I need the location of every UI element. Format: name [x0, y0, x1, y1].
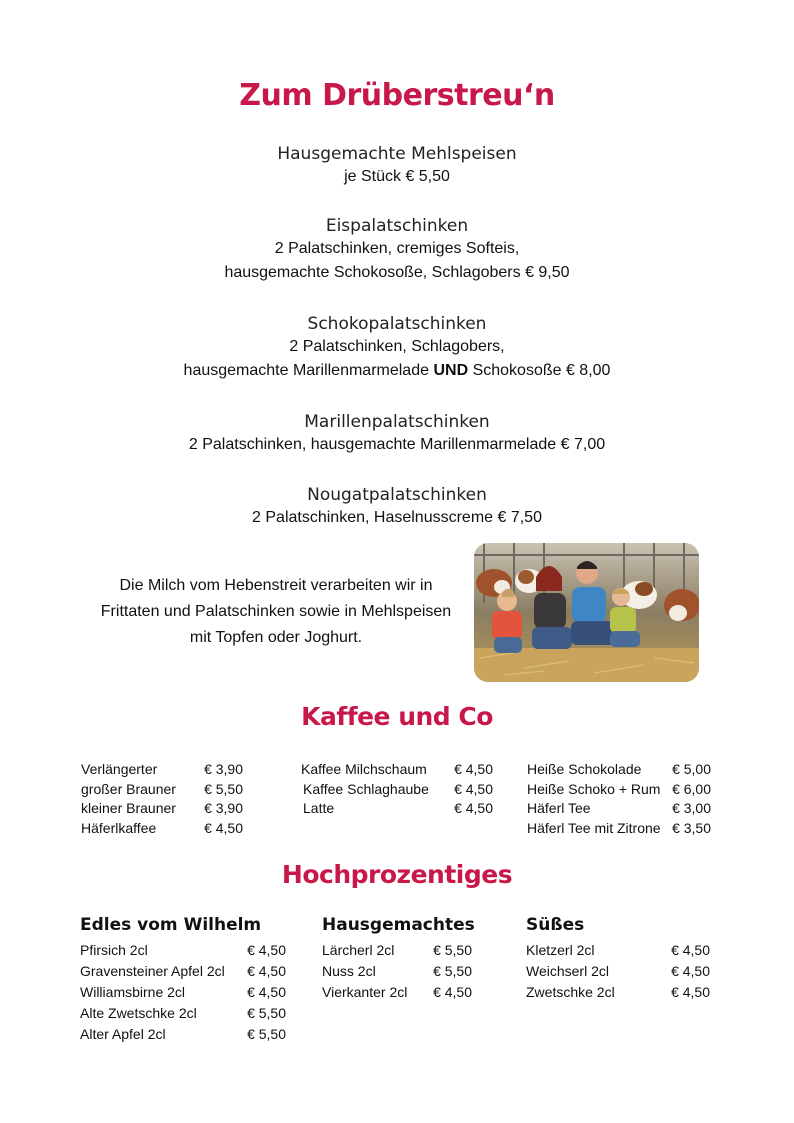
list-item	[301, 780, 493, 800]
section-title-kaffee: Kaffee und Co	[301, 702, 493, 731]
item-price: € 4,50	[454, 780, 493, 797]
kaffee-column-2	[301, 760, 493, 819]
item-name: Häferl Tee	[527, 800, 591, 816]
item-price: € 4,50	[247, 942, 286, 958]
list-item	[322, 961, 472, 982]
item-name: Alter Apfel 2cl	[80, 1026, 166, 1042]
hoch-column-2	[322, 940, 472, 1003]
item-name: Weichserl 2cl	[526, 963, 609, 979]
group-heading: Edles vom Wilhelm	[80, 915, 262, 935]
item-name: Kaffee Schlaghaube	[303, 780, 429, 797]
item-price: € 4,50	[671, 963, 710, 979]
item-name: Zwetschke 2cl	[526, 984, 615, 1000]
milk-note-line: mit Topfen oder Joghurt.	[189, 629, 363, 646]
item-name: Nuss 2cl	[322, 963, 376, 979]
item-name: Häferlkaffee	[81, 819, 157, 836]
menu-item-nougatpalatschinken	[0, 484, 794, 530]
item-name: Eispalatschinken	[325, 216, 469, 236]
hoch-column-3	[526, 940, 710, 1003]
item-price: € 3,50	[672, 819, 711, 836]
milk-note	[78, 573, 474, 651]
list-item	[322, 940, 472, 961]
list-item	[80, 1003, 286, 1024]
item-description	[0, 359, 794, 383]
item-price: € 4,50	[454, 761, 493, 777]
item-name: Hausgemachte Mehlspeisen	[277, 144, 517, 164]
group-heading: Süßes	[526, 915, 585, 935]
item-price: € 4,50	[433, 984, 472, 1000]
item-name: Schokopalatschinken	[307, 314, 487, 334]
desc-part: hausgemachte Marillenmarmelade	[183, 362, 434, 379]
list-item	[81, 819, 243, 839]
item-price: € 3,00	[672, 800, 711, 816]
item-name: kleiner Brauner	[81, 800, 176, 816]
list-item	[527, 819, 711, 839]
item-price: € 6,00	[672, 780, 711, 797]
item-price: € 4,50	[454, 800, 493, 816]
item-description: 2 Palatschinken, cremiges Softeis,	[274, 240, 520, 257]
item-price: € 4,50	[671, 984, 710, 1000]
item-name: großer Brauner	[81, 780, 176, 797]
item-name: Kaffee Milchschaum	[301, 761, 427, 777]
list-item	[80, 982, 286, 1003]
item-description: 2 Palatschinken, Schlagobers,	[289, 338, 505, 355]
item-description: je Stück € 5,50	[344, 168, 450, 185]
item-price: € 4,50	[247, 963, 286, 979]
desc-part: Schokosoße € 8,00	[468, 362, 611, 379]
menu-item-mehlspeisen	[0, 143, 794, 189]
menu-item-schokopalatschinken	[0, 313, 794, 383]
list-item	[527, 799, 711, 819]
list-item	[301, 799, 493, 819]
item-price: € 3,90	[204, 761, 243, 777]
item-price: € 3,90	[204, 800, 243, 816]
item-name: Vierkanter 2cl	[322, 984, 408, 1000]
item-description: hausgemachte Schokosoße, Schlagobers € 9,50	[224, 264, 570, 281]
item-name: Latte	[303, 800, 335, 816]
list-item	[527, 760, 711, 780]
list-item	[301, 760, 493, 780]
item-price: € 5,50	[204, 780, 243, 797]
item-name: Verlängerter	[81, 761, 158, 777]
item-price: € 4,50	[671, 942, 710, 958]
milk-note-line: Die Milch vom Hebenstreit verarbeiten wir in	[119, 577, 433, 594]
list-item	[81, 799, 243, 819]
desc-bold: UND	[433, 362, 469, 379]
item-name: Pfirsich 2cl	[80, 942, 148, 958]
item-price: € 5,50	[247, 1005, 286, 1021]
list-item	[526, 940, 710, 961]
item-name: Häferl Tee mit Zitrone	[527, 819, 661, 836]
menu-item-eispalatschinken	[0, 215, 794, 285]
item-name: Lärcherl 2cl	[322, 942, 395, 958]
list-item	[80, 940, 286, 961]
item-name: Marillenpalatschinken	[304, 412, 490, 432]
item-price: € 5,50	[247, 1026, 286, 1042]
item-name: Alte Zwetschke 2cl	[80, 1005, 197, 1021]
item-name: Williamsbirne 2cl	[80, 984, 186, 1000]
group-heading: Hausgemachtes	[322, 915, 475, 935]
list-item	[81, 780, 243, 800]
kaffee-column-1	[81, 760, 243, 838]
item-name: Heiße Schokolade	[527, 761, 642, 777]
hoch-column-1	[80, 940, 286, 1045]
item-price: € 4,50	[204, 819, 243, 836]
list-item	[527, 780, 711, 800]
list-item	[81, 760, 243, 780]
section-title-hochprozentiges: Hochprozentiges	[281, 860, 513, 889]
kaffee-column-3	[527, 760, 711, 838]
milk-note-line: Frittaten und Palatschinken sowie in Mehlspeisen	[100, 603, 452, 620]
list-item	[322, 982, 472, 1003]
item-price: € 5,00	[672, 761, 711, 777]
list-item	[526, 982, 710, 1003]
list-item	[80, 1024, 286, 1045]
list-item	[80, 961, 286, 982]
item-description: 2 Palatschinken, hausgemachte Marillenmarmelade € 7,00	[188, 436, 606, 453]
item-name: Nougatpalatschinken	[307, 485, 487, 505]
menu-item-marillenpalatschinken	[0, 411, 794, 457]
item-name: Gravensteiner Apfel 2cl	[80, 963, 225, 979]
item-price: € 4,50	[247, 984, 286, 1000]
family-farm-photo	[474, 543, 699, 682]
item-description: 2 Palatschinken, Haselnusscreme € 7,50	[252, 509, 542, 526]
item-price: € 5,50	[433, 963, 472, 979]
item-price: € 5,50	[433, 942, 472, 958]
page-title: Zum Drüberstreu‘n	[239, 78, 555, 113]
list-item	[526, 961, 710, 982]
item-name: Kletzerl 2cl	[526, 942, 595, 958]
item-name: Heiße Schoko + Rum	[527, 780, 661, 797]
